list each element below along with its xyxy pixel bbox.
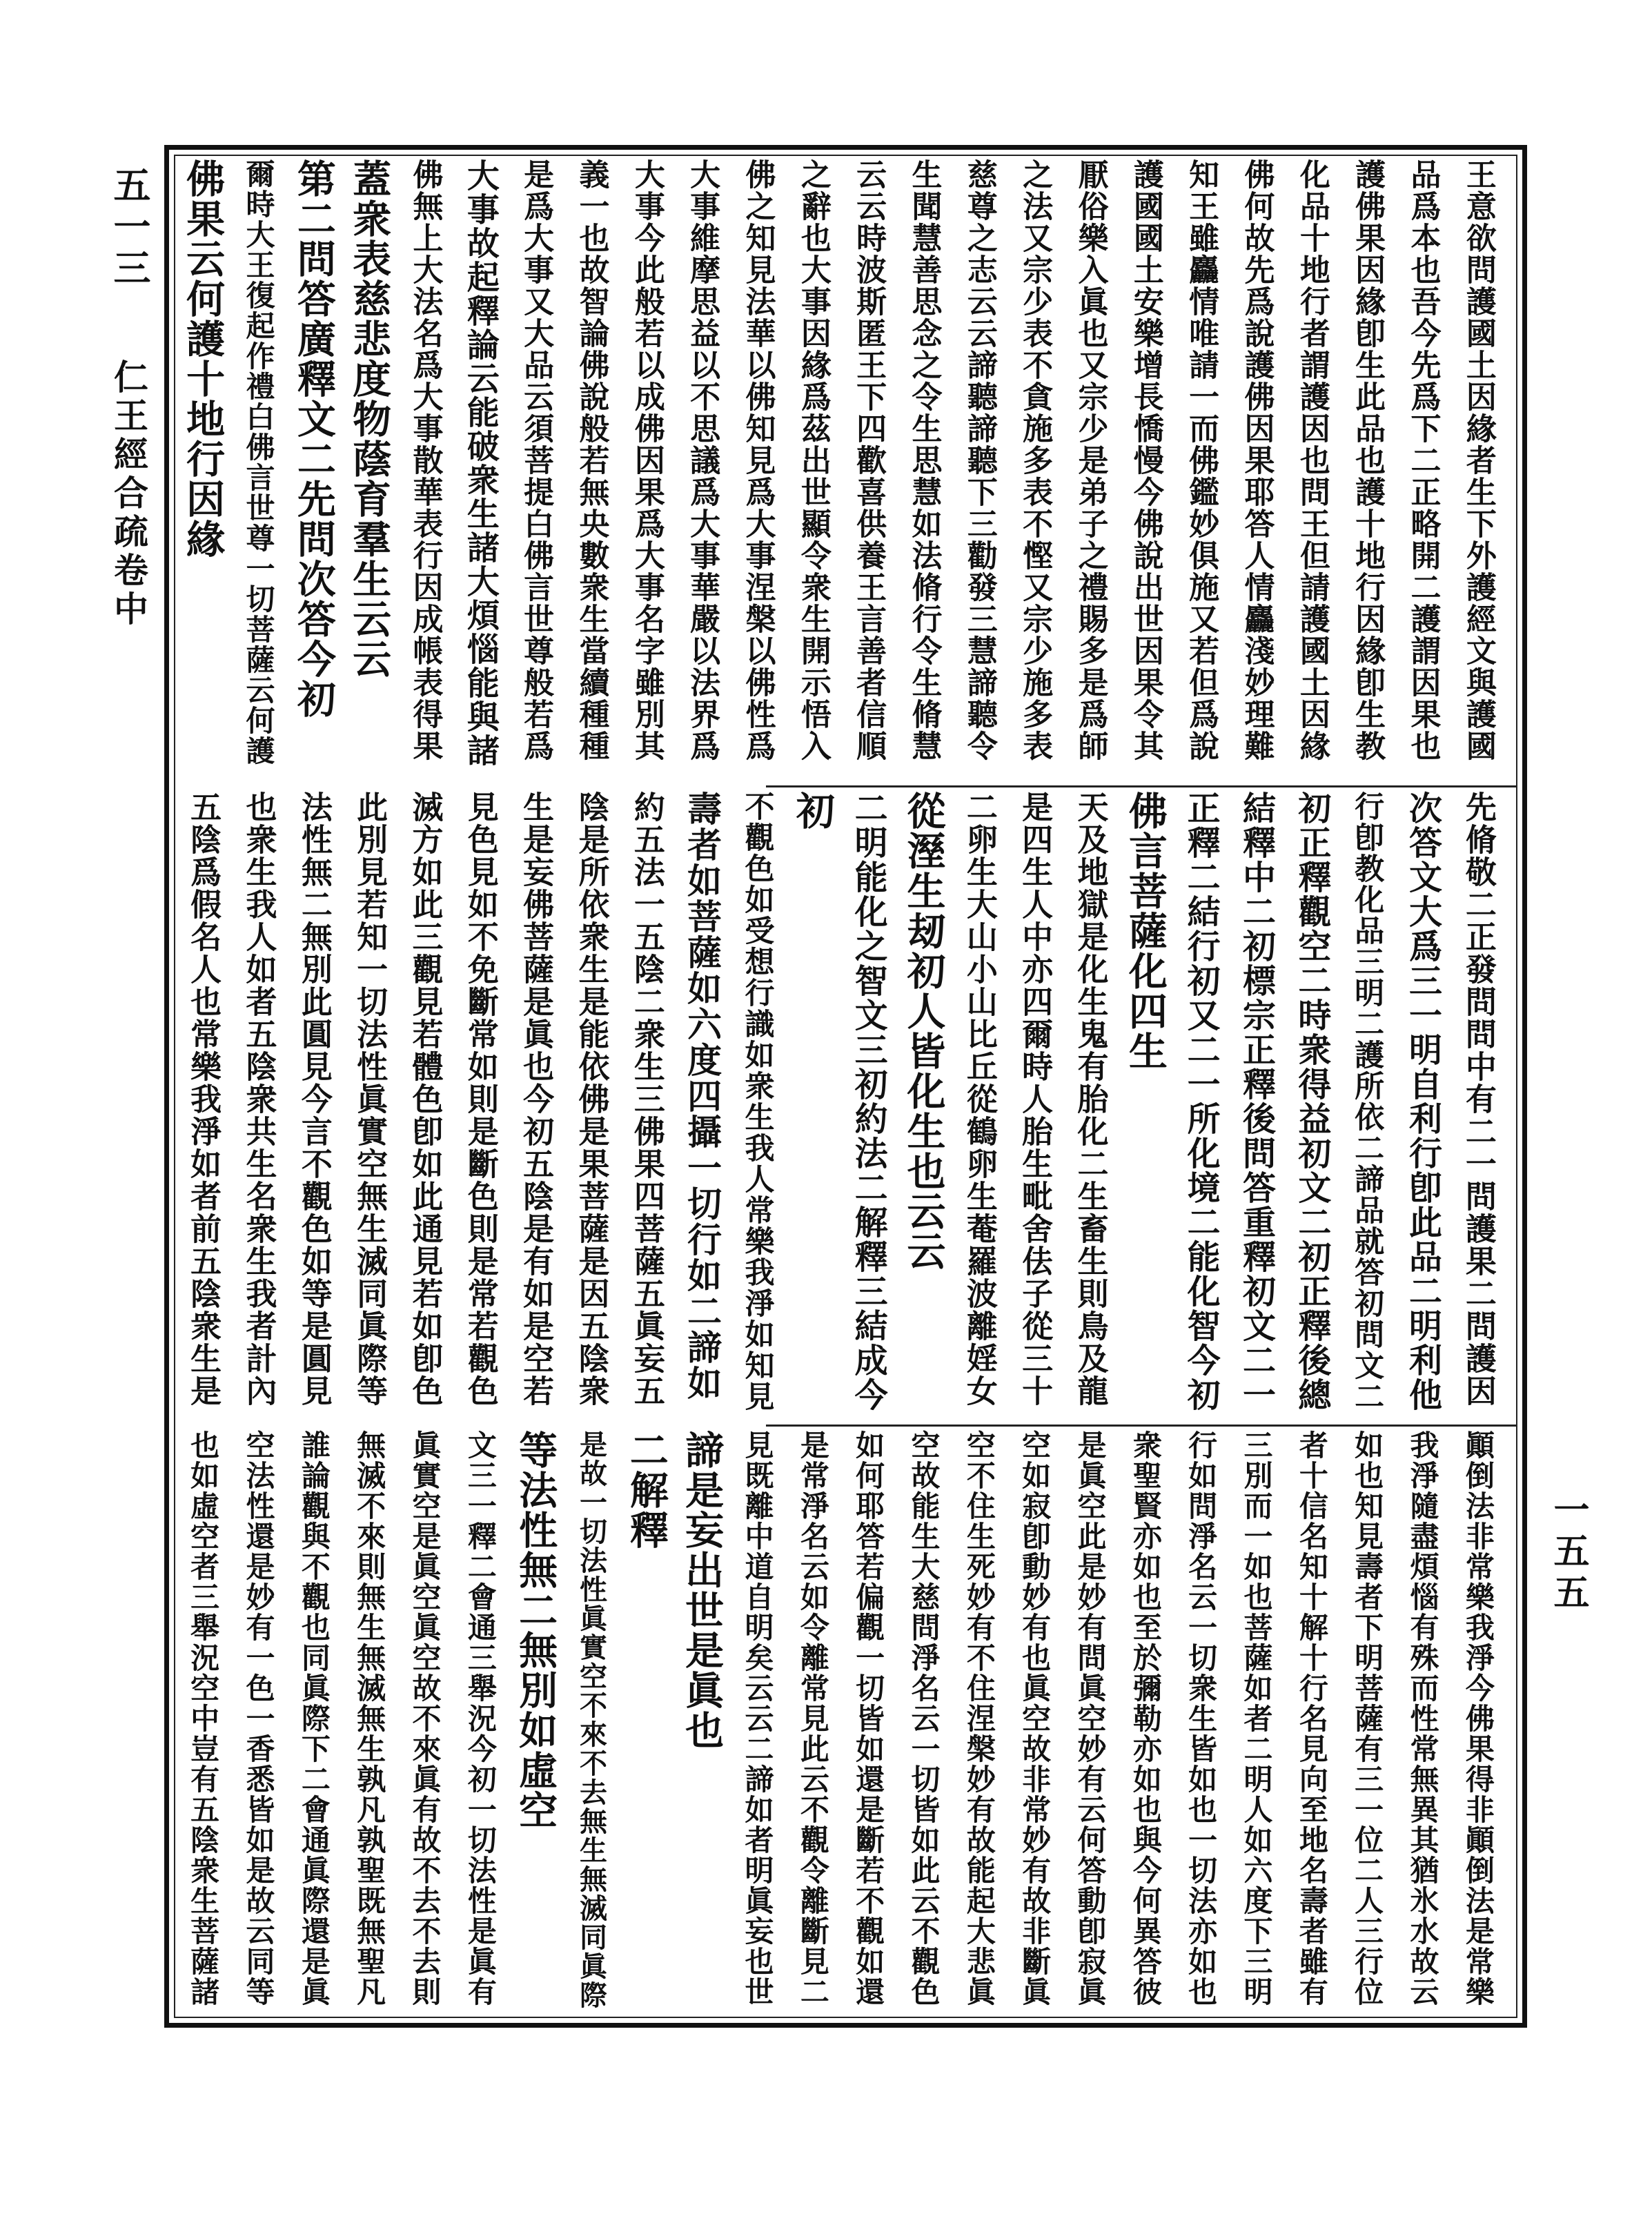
- text-column: 品爲本也吾今先爲下二正略開二護謂因果也: [1405, 159, 1441, 762]
- text-column: 之法又宗少表不貪施多表不慳又宗少施多表: [1017, 159, 1053, 762]
- text-column: 是常淨名云如令離常見此云不觀令離斷見二: [796, 1430, 830, 2007]
- text-column: 知王雖麤情唯請一而佛鑑妙俱施又若但爲說: [1183, 159, 1219, 762]
- text-column: 之辭也大事因緣爲茲出世顯令衆生開示悟入: [795, 159, 831, 762]
- text-column: 如也知見壽者下明菩薩有三一位二人三行位: [1350, 1430, 1385, 2007]
- text-column: 生是妄佛菩薩是眞也今初五陰是有如是空若: [518, 791, 555, 1407]
- text-column: 從溼生刼初人皆化生也云云: [901, 791, 947, 1271]
- text-column: 此別見若知一切法性眞實空無生滅同眞際等: [351, 791, 389, 1407]
- section-divider-top: [766, 785, 1517, 787]
- text-column: 行卽教化品三明二護所依二諦品就答初問文二: [1350, 791, 1385, 1412]
- text-column: 法性無二無別此圓見今言不觀色如等是圓見: [295, 791, 333, 1407]
- text-column: 佛言菩薩化四生: [1122, 791, 1168, 1071]
- text-column: 陰是所依衆生是能依佛是果菩薩是因五陰衆: [573, 791, 610, 1407]
- text-column: 義一也故智論佛說般若無央數衆生當續種種: [573, 159, 609, 762]
- text-column: 二明能化之智文三初約法二解釋三結成今: [849, 791, 888, 1412]
- text-column: 我淨隨盡煩惱有殊而性常無異其猶氷水故云: [1406, 1430, 1440, 2007]
- text-column: 諦是妄出世是眞也: [679, 1430, 725, 1750]
- text-column: 者十信名知十解十行名見向至地名壽者雖有: [1295, 1430, 1329, 2007]
- text-column: 空故能生大慈問淨名云一切皆如此云不觀色: [907, 1430, 941, 2007]
- text-column: 壽者如菩薩如六度四攝一切行如二諦如: [682, 791, 723, 1401]
- text-column: 二卵生大山小山比丘從鶴卵生菴羅波離婬女: [961, 791, 998, 1407]
- text-column: 天及地獄是化生鬼有胎化二生畜生則鳥及龍: [1072, 791, 1109, 1407]
- text-column: 護佛果因緣卽生此品也護十地行因緣卽生教: [1350, 159, 1386, 762]
- text-column: 是故一切法性眞實空不來不去無生無滅同眞際: [575, 1430, 608, 2010]
- text-column: 是四生人中亦四爾時人胎生毗舍佉子從三十: [1016, 791, 1054, 1407]
- text-column: 王意欲問護國土因緣者生下外護經文與護國: [1460, 159, 1496, 762]
- text-column: 等法性無二無別如虛空: [513, 1430, 559, 1830]
- text-column: 二解釋: [623, 1430, 669, 1550]
- text-column: 慈尊之志云云諦聽諦聽下三勸發三慧諦聽令: [961, 159, 997, 762]
- text-column: 誰論觀與不觀也同眞際下二會通眞際還是眞: [297, 1430, 331, 2007]
- text-column: 護國國土安樂增長憍慢今佛說出世因果令其: [1128, 159, 1163, 762]
- text-column: 不觀色如受想行識如衆生我人常樂我淨如知見: [740, 791, 775, 1412]
- text-column: 云云時波斯匿王下四歡喜供養王言善者信順: [851, 159, 887, 762]
- text-column: 三別而一如也菩薩如者二明人如六度下三明: [1239, 1430, 1274, 2007]
- text-column: 佛無上大法名爲大事散華表行因成帳表得果: [407, 159, 443, 762]
- text-column: 化品十地行者謂護因也問王但請護國土因緣: [1294, 159, 1330, 762]
- text-column: 文三一釋二會通三舉況今初一切法性是眞有: [463, 1430, 498, 2007]
- text-column: 是眞空此是妙有問眞空妙有云何答動卽寂眞: [1073, 1430, 1108, 2007]
- text-column: 是爲大事又大品云須菩提白佛言世尊般若爲: [518, 159, 554, 762]
- text-column: 先脩敬二正發問問中有二一問護果二問護因: [1459, 791, 1497, 1407]
- text-column: 生聞慧善思念之令生思慧如法脩行令生脩慧: [906, 159, 942, 762]
- page-number-left: 五一三: [108, 166, 152, 290]
- text-column: 滅方如此三觀見若體色卽如此通見若如卽色: [406, 791, 444, 1407]
- text-column: 見既離中道自明矣云云二諦如者明眞妄也世: [740, 1430, 775, 2007]
- text-column: 空法性還是妙有一色一香悉皆如是故云同等: [242, 1430, 276, 2007]
- section-divider-bottom: [766, 1425, 1517, 1427]
- text-column: 行如問淨名云一切衆生皆如也一切法亦如也: [1184, 1430, 1219, 2007]
- text-column: 眞實空是眞空眞空故不來眞有故不去不去則: [408, 1430, 442, 2007]
- text-column: 也衆生我人如者五陰衆共生名衆生我者計內: [240, 791, 277, 1407]
- text-column: 佛之知見法華以佛知見爲大事涅槃以佛性爲: [740, 159, 776, 762]
- text-column: 衆聖賢亦如也至於彌勒亦如也與今何異答彼: [1128, 1430, 1163, 2007]
- text-column: 佛何故先爲說護佛因果耶答人情麤淺妙理難: [1239, 159, 1275, 762]
- text-column: 五陰爲假名人也常樂我淨如者前五陰衆生是: [185, 791, 222, 1407]
- text-column: 初正釋觀空二時衆得益初文二初正釋後總: [1292, 791, 1331, 1412]
- text-column: 結釋中二初標宗正釋後問答重釋初文二一: [1237, 791, 1276, 1412]
- text-column: 大事維摩思益以不思議爲大事華嚴以法界爲: [685, 159, 720, 762]
- text-column: 如何耶答若偏觀一切皆如還是斷若不觀如還: [852, 1430, 886, 2007]
- text-column: 無滅不來則無生無滅無生孰凡孰聖既無聖凡: [353, 1430, 387, 2007]
- text-column: 正釋二結行初又二一所化境二能化智今初: [1181, 791, 1221, 1412]
- text-column: 次答文大爲三一明自利行卽此品二明利他: [1403, 791, 1442, 1412]
- text-column: 見色見如不免斷常如則是斷色則是常若觀色: [462, 791, 499, 1407]
- text-column: 爾時大王復起作禮白佛言世尊一切菩薩云何護: [242, 159, 276, 766]
- text-column: 顚倒法非常樂我淨今佛果得非顚倒法是常樂: [1461, 1430, 1495, 2007]
- text-column: 大事故起釋論云能破衆生諸大煩惱能與諸: [461, 159, 500, 767]
- text-column: 空不住生死妙有不住涅槃妙有故能起大悲眞: [962, 1430, 996, 2007]
- text-column: 初: [789, 791, 836, 831]
- text-column: 厭俗樂入眞也又宗少是弟子之禮賜多是爲師: [1072, 159, 1108, 762]
- text-column: 第二問答廣釋文二先問次答今初: [291, 159, 337, 719]
- text-column: 蓋衆表慈悲度物蔭育羣生云云: [346, 159, 393, 679]
- book-title: 仁王經合疏卷中: [108, 359, 149, 629]
- text-column: 約五法一五陰二衆生三佛果四菩薩五眞妄五: [628, 791, 665, 1407]
- text-column: 佛果云何護十地行因緣: [180, 159, 226, 559]
- page-number-right: 一五五: [1547, 1491, 1589, 1615]
- text-column: 也如虛空者三舉況空中豈有五陰衆生菩薩諸: [186, 1430, 221, 2007]
- text-column: 大事今此般若以成佛因果爲大事名字雖別其: [629, 159, 665, 762]
- text-column: 空如寂卽動妙有也眞空故非常妙有故非斷眞: [1018, 1430, 1052, 2007]
